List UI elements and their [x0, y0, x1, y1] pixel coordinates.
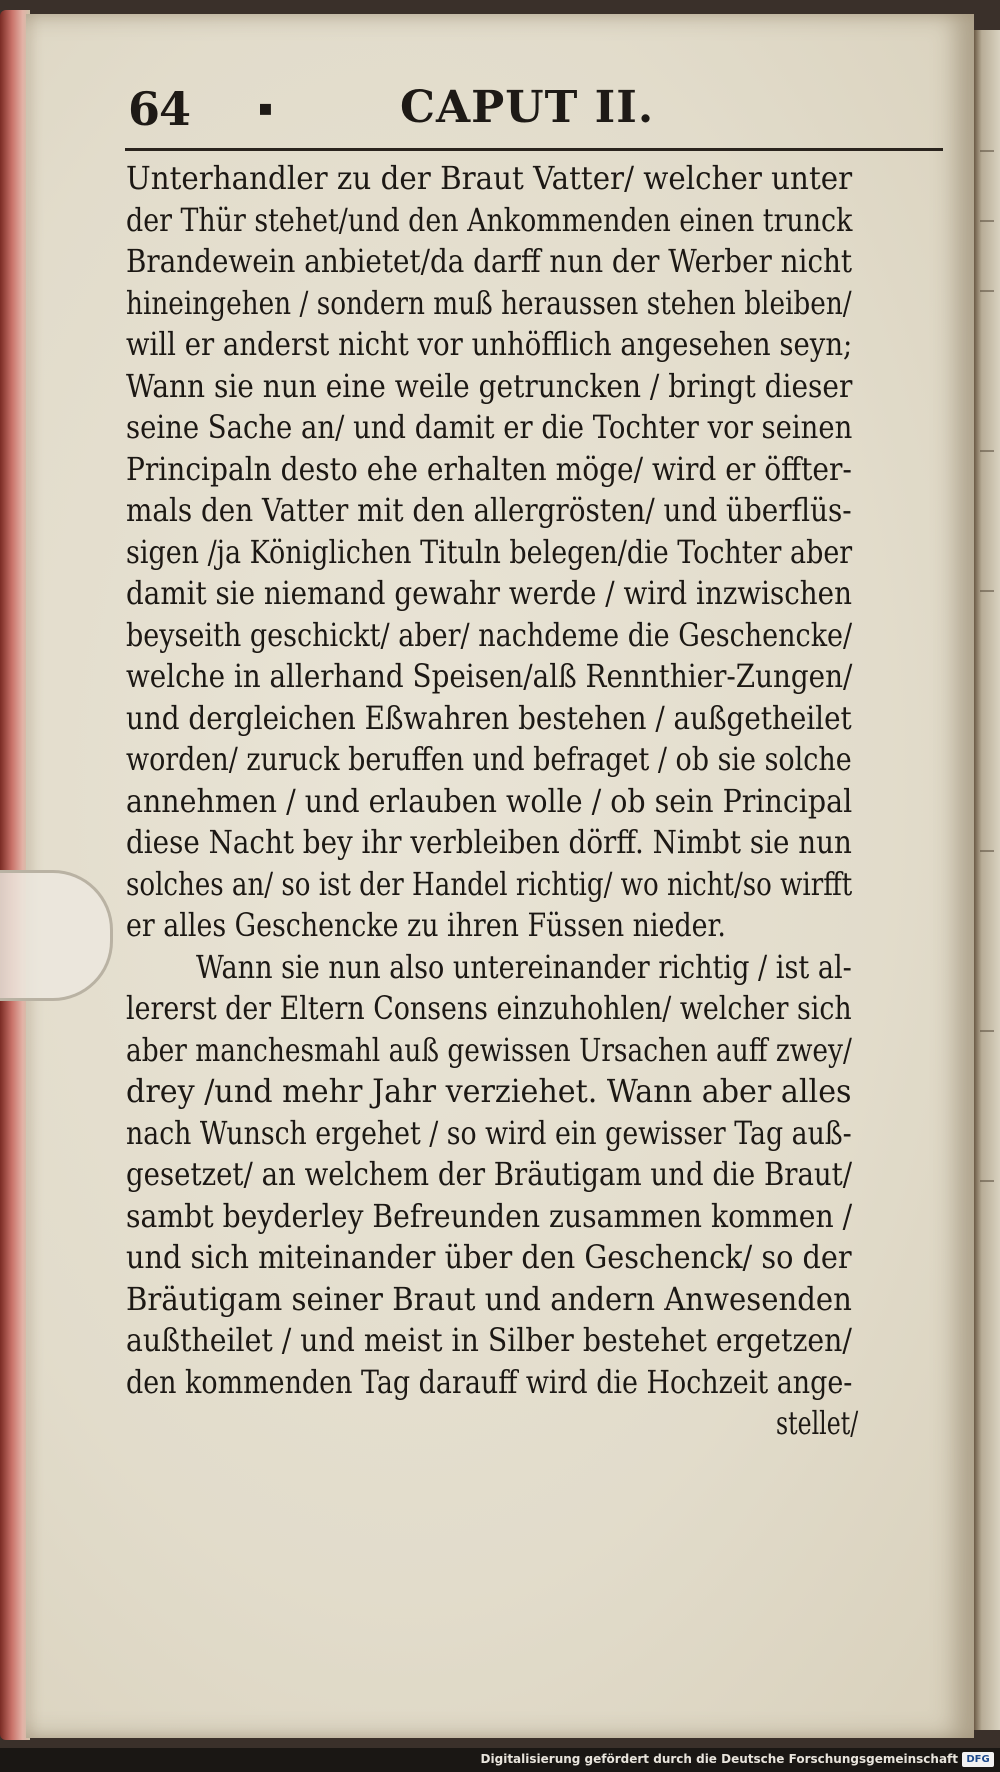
text-line: Unterhandler zu der Braut Vatter/ welcher unter	[126, 159, 853, 197]
text-line: diese Nacht bey ihr verbleiben dörff. Nimbt sie nun	[126, 823, 852, 861]
text-line: lererst der Eltern Consens einzuhohlen/ welcher sich	[126, 989, 852, 1027]
text-line: stellet/	[776, 1404, 859, 1442]
text-line: will er anderst nicht vor unhöfflich angesehen seyn;	[126, 325, 853, 363]
dfg-logo: DFG	[962, 1752, 994, 1767]
text-line: Wann sie nun eine weile getruncken / bringt dieser	[126, 366, 853, 405]
text-line: und dergleichen Eßwahren bestehen / außgetheilet	[126, 698, 852, 737]
text-line: außtheilet / und meist in Silber bestehet ergetzen/	[126, 1321, 852, 1359]
text-line: und sich miteinander über den Geschenck/ so der	[126, 1238, 852, 1276]
text-line: Brandewein anbietet/da darff nun der Werber nicht	[126, 242, 853, 280]
chapter-title: CAPUT II.	[400, 82, 655, 133]
text-line: mals den Vatter mit den allergrösten/ und überflüs-	[126, 491, 852, 529]
text-line: annehmen / und erlauben wolle / ob sein Principal	[126, 781, 853, 820]
text-line: gesetzet/ an welchem der Bräutigam und die Braut/	[126, 1155, 853, 1193]
page-number: 64	[128, 82, 191, 136]
text-line: Wann sie nun also untereinander richtig / ist al-	[196, 947, 852, 986]
page-header	[100, 82, 940, 152]
text-line: nach Wunsch ergehet / so wird ein gewisser Tag auß-	[126, 1113, 852, 1152]
next-page-edge	[974, 30, 1000, 1730]
text-line: worden/ zuruck beruffen und befraget / ob sie solche	[126, 740, 852, 778]
text-line: damit sie niemand gewahr werde / wird inzwischen	[126, 574, 852, 612]
text-line: sigen /ja Königlichen Tituln belegen/die Tochter aber	[126, 532, 853, 571]
text-line: aber manchesmahl auß gewissen Ursachen auff zwey/	[126, 1030, 852, 1069]
text-line: Bräutigam seiner Braut und andern Anwesenden	[126, 1279, 852, 1318]
text-line: hineingehen / sondern muß heraussen stehen bleiben/	[126, 283, 852, 322]
text-line: drey /und mehr Jahr verziehet. Wann aber alles	[126, 1072, 852, 1110]
header-ornament: ▪	[258, 96, 273, 121]
text-line: solches an/ so ist der Handel richtig/ wo nicht/so wirfft	[126, 864, 853, 903]
text-line: er alles Geschencke zu ihren Füssen nieder.	[126, 906, 726, 944]
text-line: sambt beyderley Befreunden zusammen kommen /	[126, 1196, 853, 1235]
text-line: beyseith geschickt/ aber/ nachdeme die Geschencke/	[126, 615, 853, 654]
text-line: den kommenden Tag darauff wird die Hochzeit ange-	[126, 1362, 853, 1401]
text-line: welche in allerhand Speisen/alß Rennthier-Zungen/	[126, 657, 853, 695]
text-line: Principaln desto ehe erhalten möge/ wird er öffter-	[126, 449, 852, 488]
text-line: seine Sache an/ und damit er die Tochter vor seinen	[126, 408, 853, 446]
text-line: der Thür stehet/und den Ankommenden einen trunck	[126, 200, 853, 239]
funding-credit: Digitalisierung gefördert durch die Deutsche Forschungsgemeinschaft	[480, 1752, 958, 1766]
header-rule	[125, 148, 943, 151]
page-clip	[0, 870, 113, 1001]
footer-bar	[0, 1748, 1000, 1772]
